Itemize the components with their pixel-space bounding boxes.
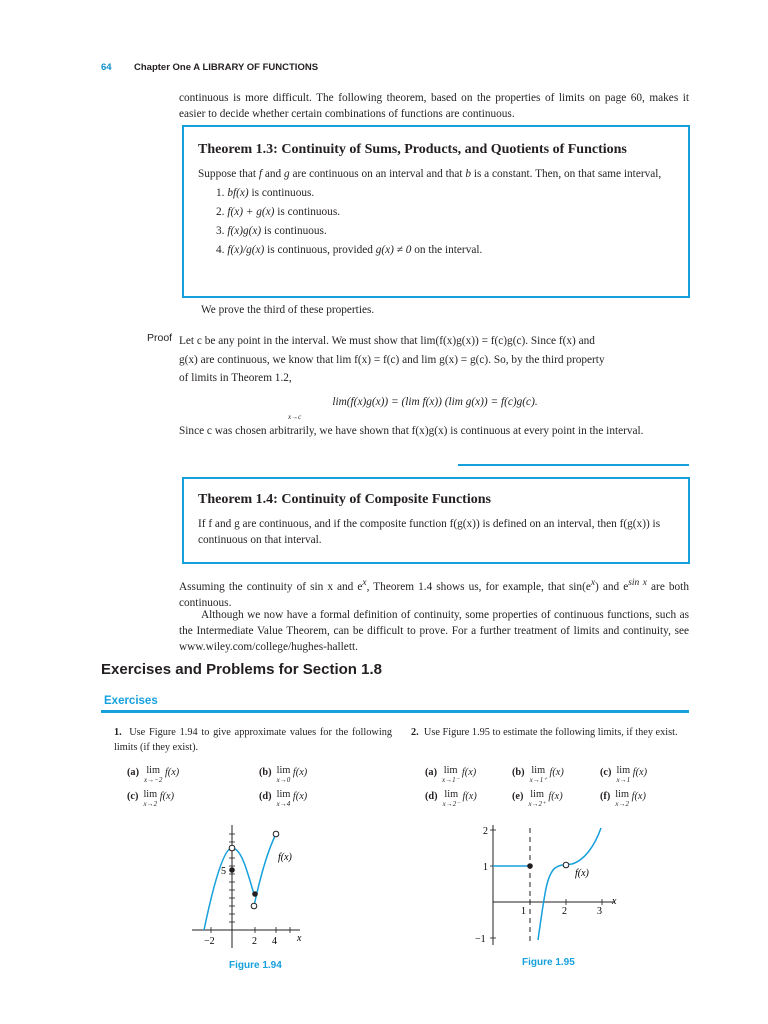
exercise-2-part-f: (f) lim x→2 f(x) [600,789,646,808]
figure-1-95 [455,820,635,950]
theorem-1-3-body: Suppose that f and g are continuous on an interval and that b is a constant. Then, on that same interval, [198,168,662,180]
tick-label-2: 2 [252,936,257,947]
exercise-2-part-e: (e) lim x→2⁺ f(x) [512,789,563,808]
curve-right-branch [538,828,601,940]
divider-rule [458,464,689,466]
x-axis-label: x [297,933,302,944]
theorem-1-3-list [198,185,674,258]
page-number: 64 [101,62,112,73]
open-point [229,845,235,851]
open-point [563,862,569,868]
prove-third-text: We prove the third of these properties. [201,304,375,316]
tick-label-x-3: 3 [597,906,602,917]
filled-point [527,863,533,869]
proof-line-1: Let c be any point in the interval. We must show that lim(f(x)g(x)) = f(c)g(c). Since f(x) and [179,335,595,347]
tick-label-y-minus-1: −1 [475,934,486,945]
exercise-2-part-c: (c) lim x→1 f(x) [600,765,648,784]
theorem-1-3-item: 3. f(x)g(x) is continuous. [216,225,327,237]
function-label: f(x) [575,868,589,879]
subsection-rule [101,710,689,713]
proof-line-2: g(x) are continuous, we know that lim f(x) = f(c) and lim g(x) = g(c). So, by the third property [179,354,605,366]
theorem-1-3-title: Theorem 1.3: Continuity of Sums, Products, and Quotients of Functions [198,142,627,157]
tick-label-x-1: 1 [521,906,526,917]
exercise-2-part-a: (a) lim x→1⁻ f(x) [425,765,477,784]
tick-label-y-1: 1 [483,862,488,873]
theorem-1-3-item: 1. bf(x) is continuous. [216,187,315,199]
exercise-2-text: 2. Use Figure 1.95 to estimate the following limits, if they exist. [411,727,678,738]
tick-label-x-2: 2 [562,906,567,917]
exercise-1-part-d: (d) lim x→4 f(x) [259,789,308,808]
curve-left-branch [204,848,254,930]
proof-line-3: of limits in Theorem 1.2, [179,372,292,384]
theorem-1-3-item: 2. f(x) + g(x) is continuous. [216,206,341,218]
open-point [251,903,257,909]
theorem-1-3-item: 4. f(x)/g(x) is continuous, provided g(x) ≠ 0 on the interval. [216,244,483,256]
composite-example: Assuming the continuity of sin x and $e^x$, Theorem 1.4 shows us, for example, that $\sin(e^x)$ and $e^{sin x}$ are both continuous. [179,578,689,609]
exercise-1-part-b: (b) lim x→0 f(x) [259,765,308,784]
filled-point [252,891,258,897]
subsection-title: Exercises [104,695,158,707]
figure-1-94-caption: Figure 1.94 [229,960,282,971]
tick-label-4: 4 [272,936,277,947]
figure-1-95-caption: Figure 1.95 [522,957,575,968]
tick-label-minus-2: −2 [204,936,215,947]
exercise-1-part-a: (a) lim x→−2 f(x) [127,765,180,784]
function-label: f(x) [278,852,292,863]
theorem-1-3-box [182,125,690,298]
filled-point [229,867,235,873]
ticks [490,830,602,938]
proof-conclusion: Since c was chosen arbitrarily, we have shown that f(x)g(x) is continuous at every point in the interval. [179,425,644,437]
tick-label-5: 5 [221,866,226,877]
proof-label: Proof [147,332,173,344]
exercise-1-part-c: (c) lim x→2 f(x) [127,789,175,808]
x-axis-label: x [612,896,617,907]
section-title: Exercises and Problems for Section 1.8 [101,661,382,678]
theorem-1-4-box [182,477,690,564]
tick-label-y-2: 2 [483,826,488,837]
intro-paragraph: continuous is more difficult. The following theorem, based on the properties of limits on page 60, makes it easier to decide whether certain combinations of functions are continuous. [179,92,689,120]
running-head: Chapter One A LIBRARY OF FUNCTIONS [134,62,319,73]
proof-display-equation: lim(f(x)g(x)) = (lim f(x)) (lim g(x)) = f(c)g(c). [332,396,538,408]
exercise-2-part-b: (b) lim x→1⁺ f(x) [512,765,564,784]
theorem-1-4-body: If f and g are continuous, and if the composite function f(g(x)) is defined on an interval, then f(g(x)) is continuous on that interval. [198,518,661,546]
theorem-1-4-title: Theorem 1.4: Continuity of Composite Functions [198,492,491,507]
exercise-1-text: 1. Use Figure 1.94 to give approximate values for the following limits (if they exist). [114,727,392,753]
figure-1-94 [190,820,320,950]
proof-display-subscript: x→c [288,413,302,421]
open-point [273,831,279,837]
exercise-2-part-d: (d) lim x→2⁻ f(x) [425,789,477,808]
further-treatment-paragraph: Although we now have a formal definition of continuity, some properties of continuous functions, such as the Intermediate Value Theorem, can be difficult to prove. For a further treatment of limits and continuity, see www.wiley.com/college/hughes-hallett. [179,609,689,653]
